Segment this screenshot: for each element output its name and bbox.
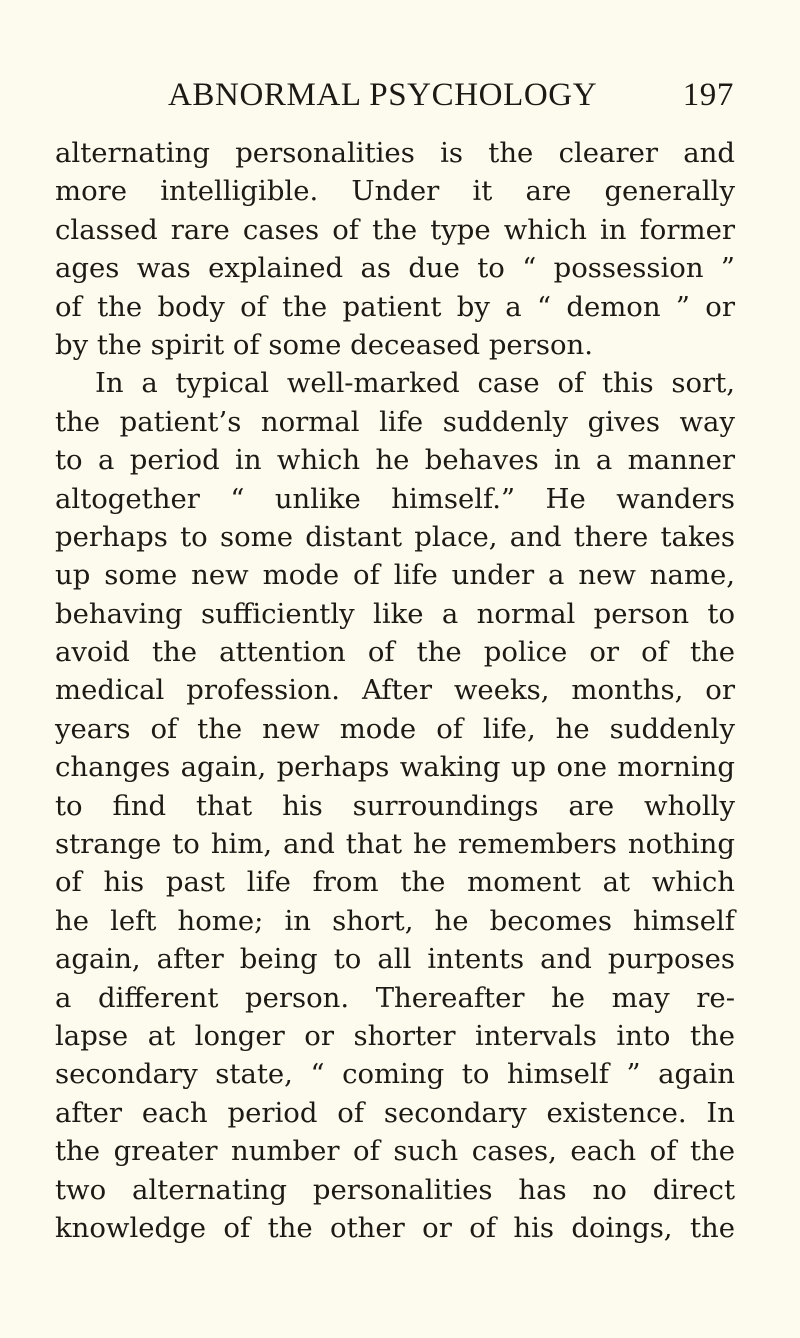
text-line: to find that his surroundings are wholly bbox=[55, 789, 735, 822]
running-head bbox=[168, 73, 734, 117]
text-line: two alternating personalities has no direct bbox=[55, 1173, 735, 1206]
text-line: alternating personalities is the clearer and bbox=[55, 137, 735, 169]
text-line: lapse at longer or shorter intervals into the bbox=[55, 1019, 735, 1052]
text-line: behaving sufficiently like a normal person to bbox=[55, 597, 735, 630]
text-line: of his past life from the moment at which bbox=[55, 866, 735, 899]
text-line: to a period in which he behaves in a manner bbox=[55, 444, 735, 477]
text-line: of the body of the patient by a “ demon ” or bbox=[55, 290, 735, 323]
text-line: he left home; in short, he becomes himself bbox=[55, 904, 735, 937]
text-line: more intelligible. Under it are generally bbox=[55, 175, 735, 208]
text-line: strange to him, and that he remembers nothing bbox=[55, 828, 735, 861]
running-head-title: ABNORMAL PSYCHOLOGY bbox=[168, 77, 598, 113]
text-line: changes again, perhaps waking up one morning bbox=[55, 751, 735, 784]
text-line: again, after being to all intents and purposes bbox=[55, 943, 735, 976]
text-line: the patient’s normal life suddenly gives way bbox=[55, 405, 735, 438]
text-line: avoid the attention of the police or of the bbox=[55, 636, 735, 669]
paragraph-start-line: In a typical well-marked case of this sort, bbox=[95, 367, 735, 400]
text-line: classed rare cases of the type which in former bbox=[55, 213, 735, 246]
page-number: 197 bbox=[682, 77, 734, 113]
text-line: years of the new mode of life, he suddenly bbox=[55, 712, 735, 745]
text-line: ages was explained as due to “ possession ” bbox=[55, 252, 735, 285]
text-line: the greater number of such cases, each of the bbox=[55, 1135, 735, 1168]
text-line: perhaps to some distant place, and there takes bbox=[55, 520, 735, 553]
text-line: medical profession. After weeks, months, or bbox=[55, 674, 735, 707]
text-line: knowledge of the other or of his doings, the bbox=[55, 1211, 735, 1244]
text-line: up some new mode of life under a new name, bbox=[55, 559, 735, 592]
text-line: a different person. Thereafter he may re- bbox=[55, 981, 735, 1014]
text-line: after each period of secondary existence. In bbox=[55, 1096, 735, 1129]
text-line: secondary state, “ coming to himself ” again bbox=[55, 1058, 735, 1091]
text-line: altogether “ unlike himself.” He wanders bbox=[55, 482, 735, 515]
body-text bbox=[55, 134, 735, 1247]
text-line: by the spirit of some deceased person. bbox=[55, 328, 593, 361]
